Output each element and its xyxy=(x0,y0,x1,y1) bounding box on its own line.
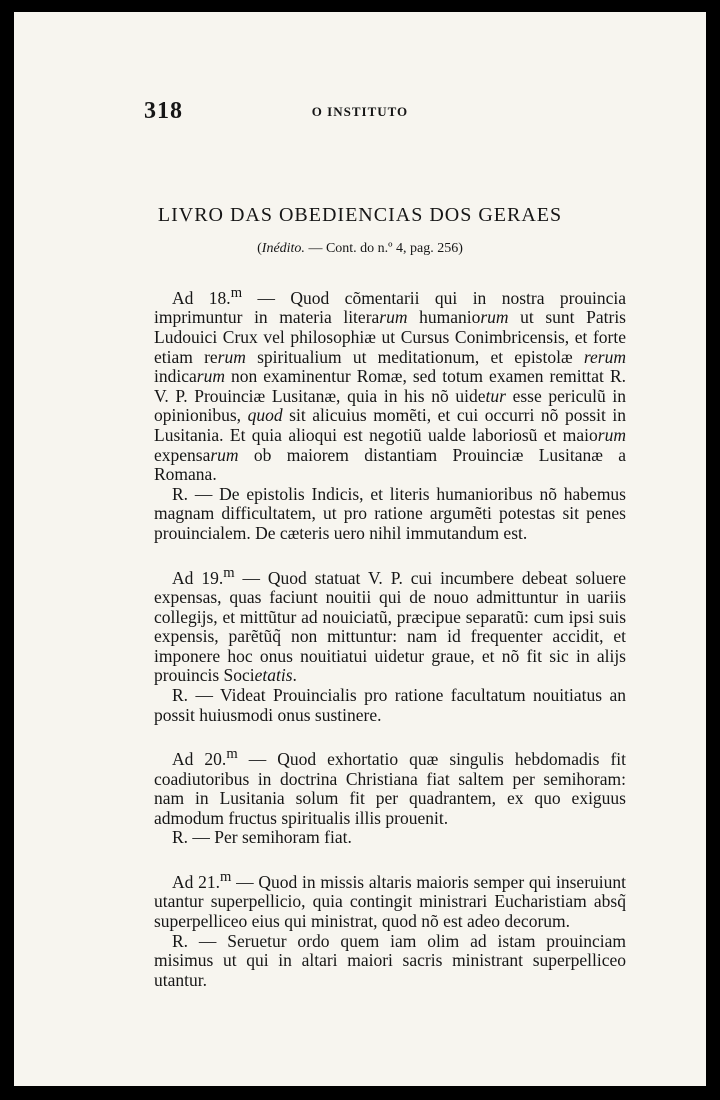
italic-run: rum xyxy=(210,444,239,465)
paragraph-ad-21 xyxy=(154,868,626,932)
paragraph-ad-20 xyxy=(154,745,626,828)
response-20: R. — Per semihoram fiat. xyxy=(172,827,352,848)
text-run: ob maiorem distantiam Prouinciæ Lusitanæ a Romana. xyxy=(154,444,626,485)
text-run: . xyxy=(292,665,297,686)
text-run: spiritualium ut meditationum, et epistolæ xyxy=(245,346,584,367)
ordinal-mark: m xyxy=(223,564,235,581)
italic-run: rum xyxy=(597,424,626,445)
document-page xyxy=(14,12,706,1086)
section-subtitle xyxy=(14,241,706,257)
italic-run: rum xyxy=(196,366,225,387)
ad-label: Ad 19. xyxy=(172,567,224,588)
ordinal-mark: m xyxy=(226,746,238,763)
paragraph-ad-19 xyxy=(154,564,626,686)
italic-run: tur xyxy=(485,385,506,406)
italic-run: etatis xyxy=(254,665,293,686)
section-title: LIVRO DAS OBEDIENCIAS DOS GERAES xyxy=(157,204,563,226)
ad-label: Ad 18. xyxy=(172,287,231,308)
text-run: humanio xyxy=(407,307,481,328)
text-run: — Quod statuat V. P. cui incumbere debeat soluere expensas, quas faciunt nouitii qui de nouo admittuntur in uariis collegijs, et mittũtur ad nouiciatũ, præcipue separatũ: cum ipsi suis expensis, parẽtũq̃ non mittuntur: nam id frequenter accidit, et imponere hoc onus nouitiatui uidetur graue, et nõ fit sic in alijs prouincis Soci xyxy=(154,567,626,686)
text-run: expensa xyxy=(154,444,211,465)
text-run: indica xyxy=(154,366,197,387)
italic-run: rerum xyxy=(583,346,626,367)
subtitle-rest: — Cont. do n.º 4, pag. 256) xyxy=(304,241,463,256)
page-header xyxy=(14,98,706,128)
text-run: ut sunt Patris Ludouici Crux vel philosophiæ ut Cursus Conimbricensis, et forte etiam re xyxy=(154,307,626,367)
ordinal-mark: m xyxy=(220,868,232,885)
running-title: O INSTITUTO xyxy=(311,104,409,119)
response-19: R. — Videat Prouincialis pro ratione facultatum nouitiatus an possit huiusmodi onus sustinere. xyxy=(154,684,626,725)
text-run: — Quod cõmentarii qui in nostra prouincia imprimuntur in materia litera xyxy=(154,287,627,328)
italic-run: rum xyxy=(217,346,246,367)
page-number: 318 xyxy=(144,98,183,124)
response-21: R. — Seruetur ordo quem iam olim ad istam prouinciam misimus ut qui in altari maiori sacris ministrant superpelliceo utantur. xyxy=(154,930,626,990)
text-run: esse periculũ in opinionibus, xyxy=(154,385,626,426)
text-run: — Quod exhortatio quæ singulis hebdomadis fit coadiutoribus in doctrina Christiana fiat saltem per semihoram: nam in Lusitania solum fit per quadrantem, ex quo exiguus admodum fructus spiritualis illis prouenit. xyxy=(154,748,627,828)
subtitle-italic: Inédito. xyxy=(261,241,305,256)
italic-run: quod xyxy=(247,405,283,426)
text-run: non examinentur Romæ, sed totum examen remittat R. V. P. Prouinciæ Lusitanæ, quia in his nõ uide xyxy=(154,366,626,406)
paragraph-ad-18 xyxy=(154,284,626,485)
italic-run: rum xyxy=(379,307,408,328)
response-18: R. — De epistolis Indicis, et literis humanioribus nõ habemus magnam difficultatem, ut pro ratione argumẽti potestas sit penes prouincialem. De cæteris uero nihil immutandum est. xyxy=(154,483,626,543)
ad-label: Ad 20. xyxy=(172,748,227,769)
text-run: — Quod in missis altaris maioris semper qui inseruiunt utantur superpellicio, quia contingit ministrari Eucharistiam absq̃ superpelliceo eius qui ministrat, quod nõ est adeo decorum. xyxy=(154,871,627,931)
italic-run: rum xyxy=(480,307,509,328)
text-run: sit alicuius momẽti, et cui occurri nõ possit in Lusitania. Et quia alioqui est negotiũ ualde laboriosũ et maio xyxy=(154,405,626,445)
document-body xyxy=(154,284,626,990)
ad-label: Ad 21. xyxy=(172,871,221,892)
subtitle-open-paren: ( xyxy=(257,241,262,256)
ordinal-mark: m xyxy=(230,285,243,301)
